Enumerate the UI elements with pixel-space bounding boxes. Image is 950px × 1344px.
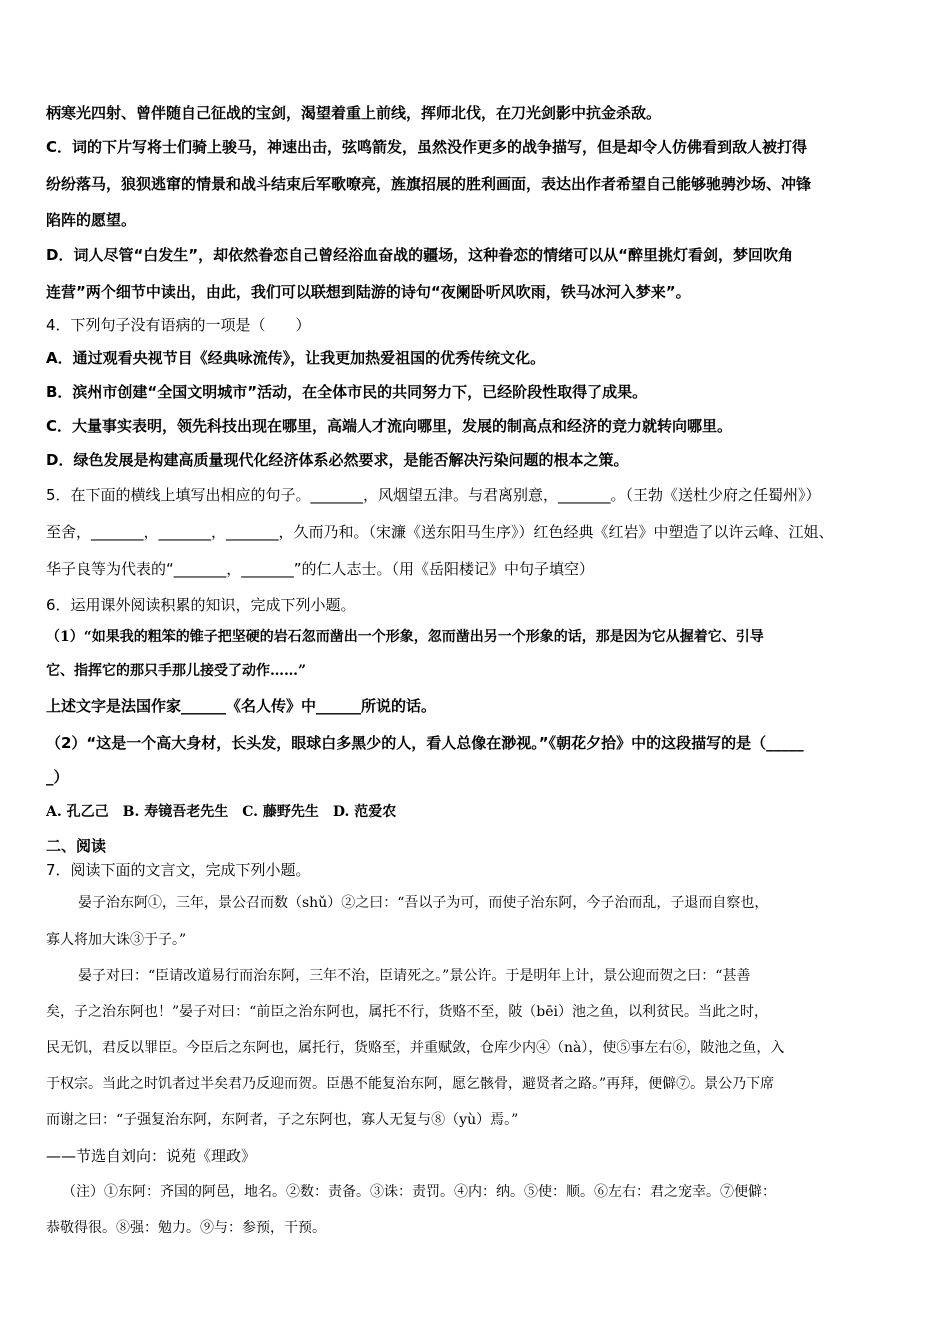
q7-stem: 7．阅读下面的文言文，完成下列小题。 xyxy=(46,861,311,879)
q6-part2-options: A. 孔乙己 B. 寿镜吾老先生 C. 藤野先生 D. 范爱农 xyxy=(46,804,397,820)
section-title: 二、阅读 xyxy=(46,837,107,855)
q4-option-a: A．通过观看央视节目《经典咏流传》，让我更加热爱祖国的优秀传统文化。 xyxy=(46,349,546,367)
q5-line1: 5．在下面的横线上填写出相应的句子。_______，风烟望五津。与君离别意，_______。（王勃《送杜少府之任蜀州》） xyxy=(46,486,821,504)
passage-p2-line2: 矣，子之治东阿也！”晏子对曰：“前臣之治东阿也，属托不行，货赂不至，陂（bēi）池之鱼，以利贫民。当此之时， xyxy=(46,1004,769,1020)
q4-option-d: D．绿色发展是构建高质量现代化经济体系必然要求，是能否解决污染问题的根本之策。 xyxy=(46,451,629,469)
q5-line2: 至舍，_______，_______，_______，久而乃和。（宋濂《送东阳马生序》）红色经典《红岩》中塑造了以许云峰、江姐、 xyxy=(46,523,834,541)
passage-p2-line4: 于权宗。当此之时饥者过半矣君乃反迎而贺。臣愚不能复治东阿，愿乞骸骨，避贤者之路。”再拜，便僻⑦。景公乃下席 xyxy=(46,1076,775,1092)
q6-part1-line1: （1）“如果我的粗笨的锥子把坚硬的岩石忽而凿出一个形象，忽而凿出另一个形象的话，那是因为它从握着它、引导 xyxy=(46,629,764,645)
q3-option-d-line2: 连营”两个细节中读出，由此，我们可以联想到陆游的诗句“夜阑卧听风吹雨，铁马冰河入梦来”。 xyxy=(46,283,691,301)
q6-part1-question: 上述文字是法国作家______《名人传》中______所说的话。 xyxy=(46,697,437,715)
q3-option-c-line2: 纷纷落马，狼狈逃窜的情景和战斗结束后军歌嘹亮，旌旗招展的胜利画面，表达出作者希望自己能够驰骋沙场、冲锋 xyxy=(46,175,812,193)
q3-option-c-line1: C．词的下片写将士们骑上骏马，神速出击，弦鸣箭发，虽然没作更多的战争描写，但是却令人仿佛看到敌人被打得 xyxy=(46,138,808,156)
q6-part1-line2: 它、指挥它的那只手那儿接受了动作……” xyxy=(46,663,307,679)
passage-source: ——节选自刘向：说苑《理政》 xyxy=(46,1147,257,1165)
q6-part2-line2: _） xyxy=(46,768,69,786)
q4-option-b: B．滨州市创建“全国文明城市”活动，在全体市民的共同努力下，已经阶段性取得了成果。 xyxy=(46,383,648,401)
q3-option-b-tail: 柄寒光四射、曾伴随自己征战的宝剑，渴望着重上前线，挥师北伐，在刀光剑影中抗金杀敌。 xyxy=(46,104,662,122)
q6-stem: 6．运用课外阅读积累的知识，完成下列小题。 xyxy=(46,596,356,614)
passage-p2-line1: 晏子对曰：“臣请改道易行而治东阿，三年不治，臣请死之。”景公许。于是明年上计，景公迎而贺之曰：“甚善 xyxy=(78,968,751,984)
q6-part2-line1: （2）“这是一个高大身材，长头发，眼球白多黑少的人，看人总像在渺视。”《朝花夕拾》中的这段描写的是（_____ xyxy=(46,734,804,752)
q3-option-d-line1: D．词人尽管“白发生”，却依然眷恋自己曾经浴血奋战的疆场，这种眷恋的情绪可以从“醉里挑灯看剑，梦回吹角 xyxy=(46,246,794,264)
q5-line3: 华子良等为代表的“_______，_______”的仁人志士。（用《岳阳楼记》中句子填空） xyxy=(46,560,595,578)
passage-p2-line3: 民无饥，君反以罪臣。今臣后之东阿也，属托行，货赂至，并重赋敛，仓库少内④（nà），使⑤事左右⑥，陂池之鱼，入 xyxy=(46,1040,785,1056)
passage-notes-line2: 恭敬得很。⑧强：勉力。⑨与：参预，干预。 xyxy=(46,1220,326,1236)
q4-option-c: C．大量事实表明，领先科技出现在哪里，高端人才流向哪里，发展的制高点和经济的竞力就转向哪里。 xyxy=(46,417,733,435)
q3-option-c-line3: 陷阵的愿望。 xyxy=(46,211,137,229)
passage-p1-line2: 寡人将加大诛③于子。” xyxy=(46,932,187,948)
q4-stem: 4．下列句子没有语病的一项是（ ） xyxy=(46,316,311,334)
passage-p2-line5: 而谢之曰：“子强复治东阿，东阿者，子之东阿也，寡人无复与⑧（yù）焉。” xyxy=(46,1112,519,1128)
passage-p1-line1: 晏子治东阿①，三年，景公召而数（shǔ）②之曰：“吾以子为可，而使子治东阿，今子治而乱，子退而自察也， xyxy=(78,895,769,911)
passage-notes-line1: （注）①东阿：齐国的阿邑，地名。②数：责备。③诛：责罚。④内：纳。⑤使：顺。⑥左右：君之宠幸。⑦便僻： xyxy=(62,1184,776,1200)
